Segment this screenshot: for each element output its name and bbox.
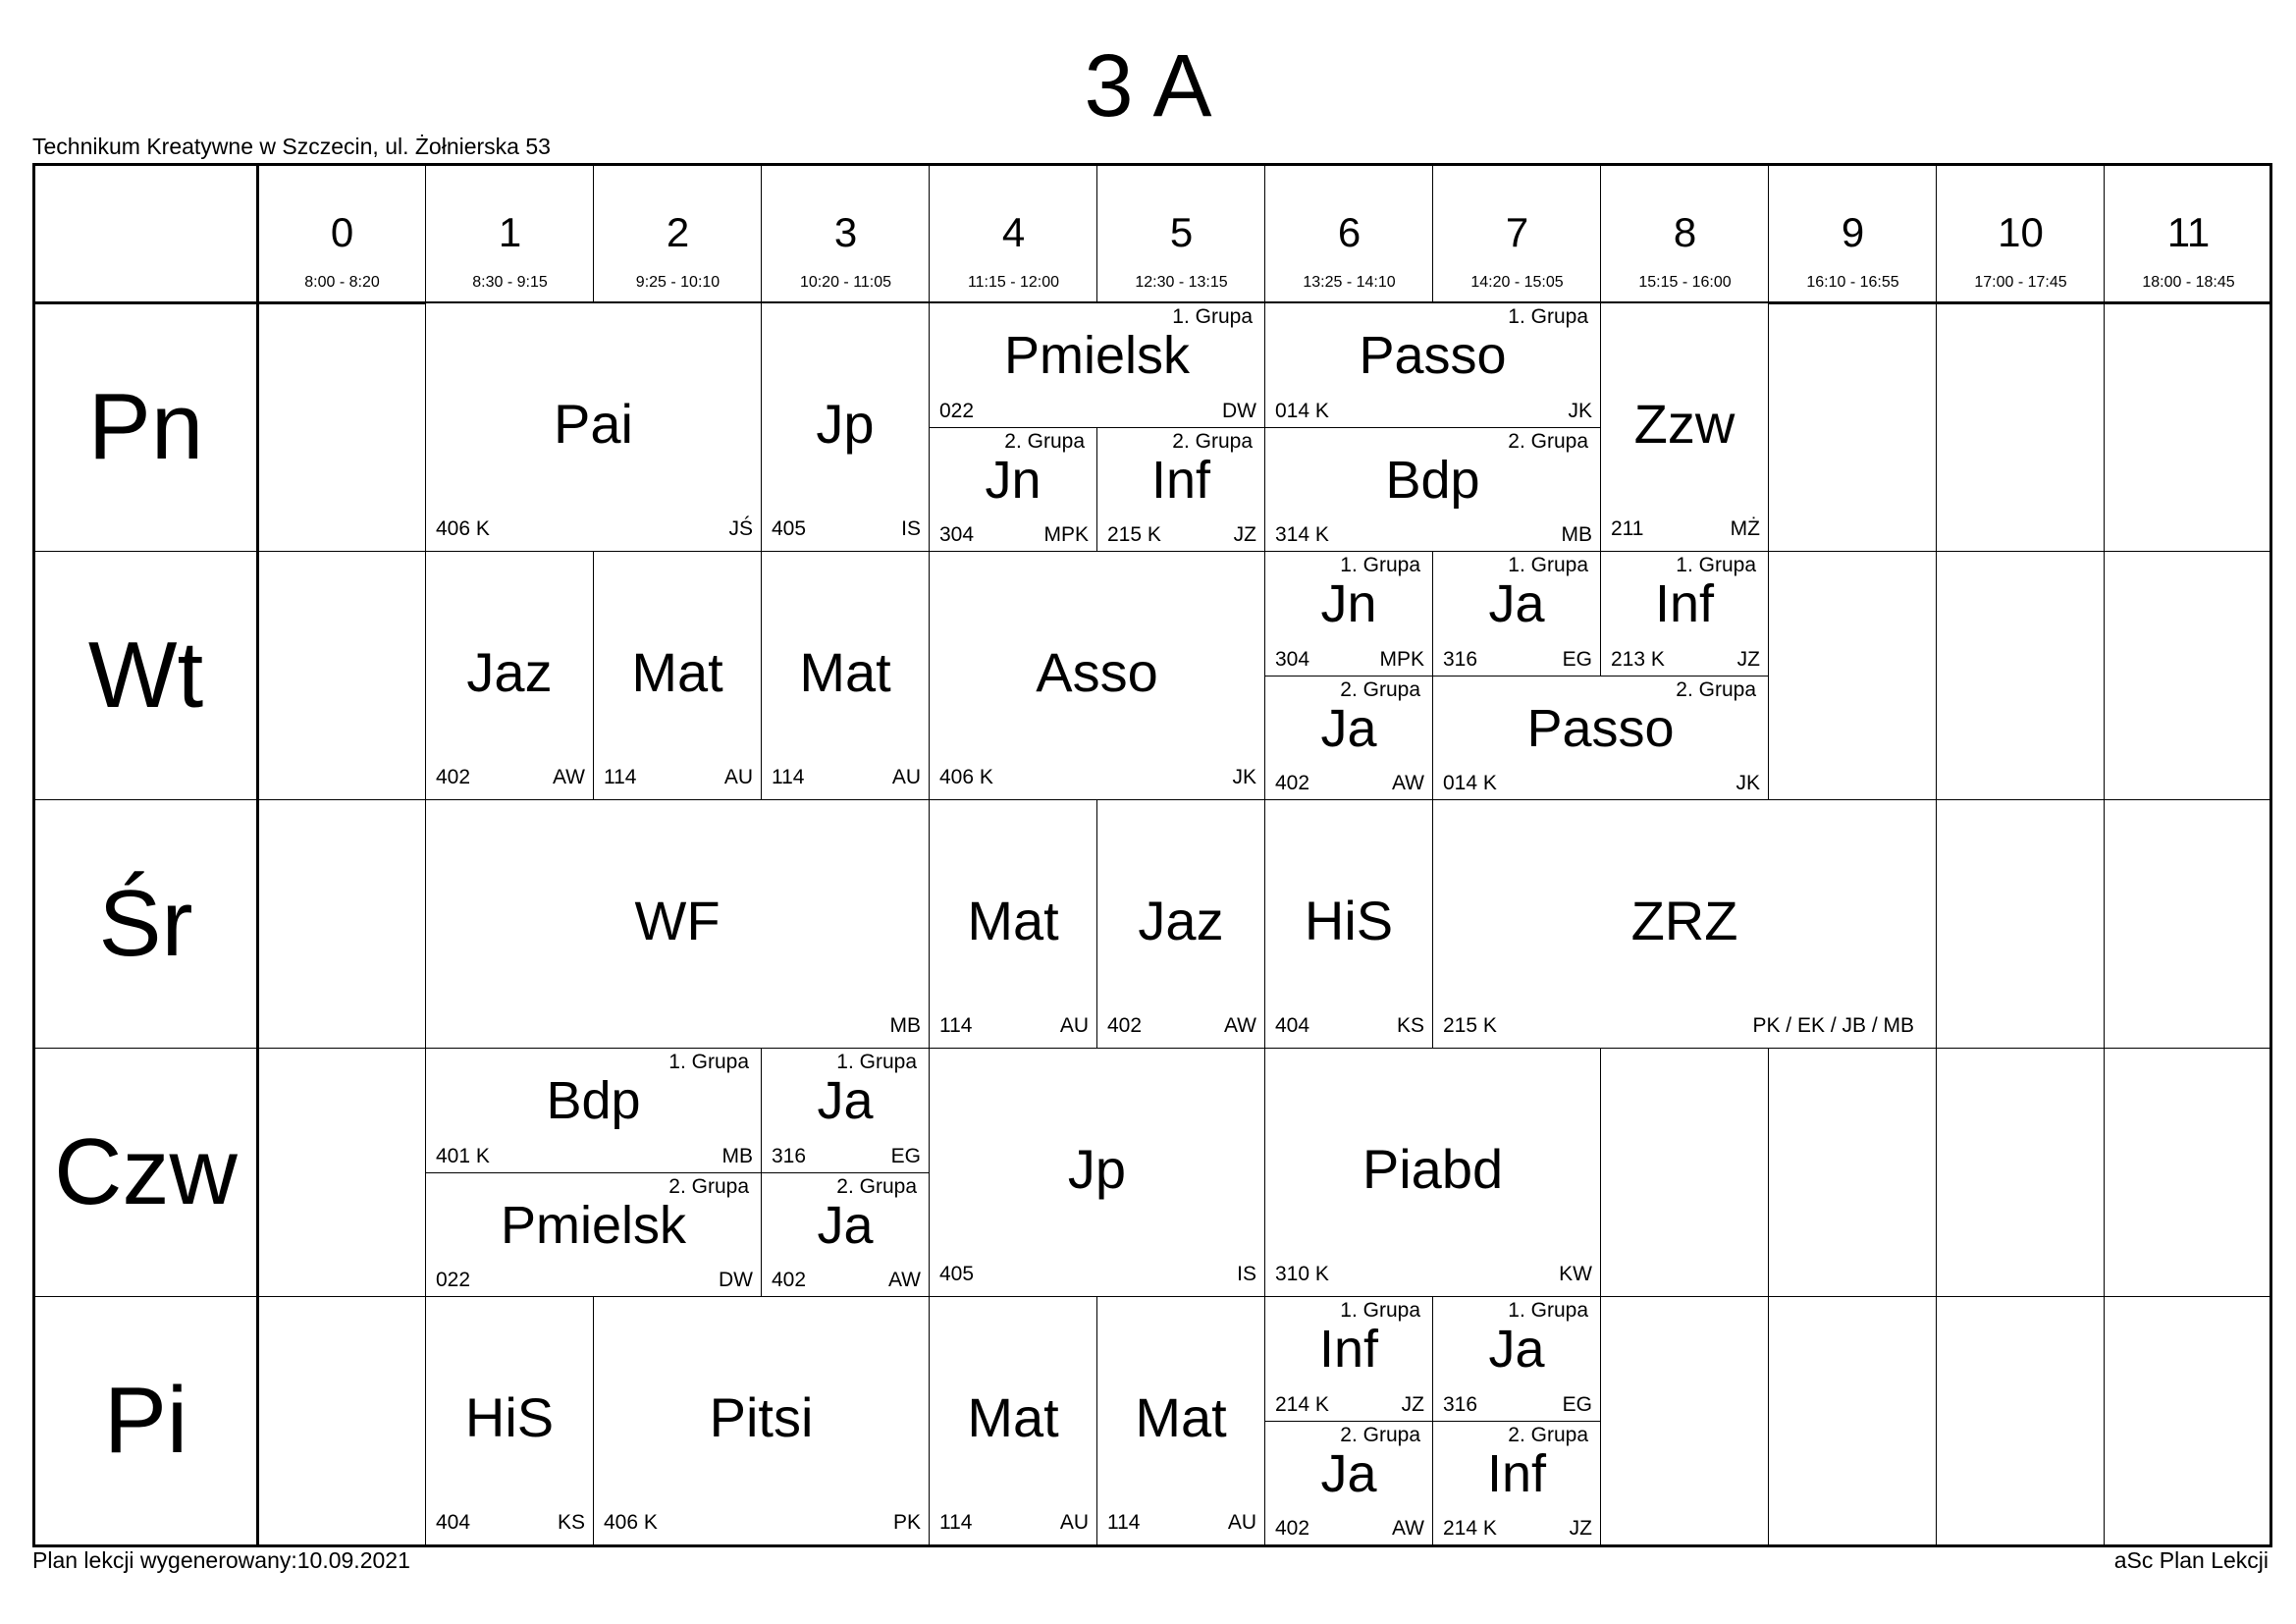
lesson-teacher: JZ [1569,1517,1592,1540]
lesson-subject: Inf [1150,451,1211,510]
lesson-cell [1432,1296,1601,1422]
period-number: 6 [1337,209,1362,255]
lesson-subject: Passo [1359,326,1507,385]
lesson-room: 404 [436,1511,471,1534]
lesson-subject: Jp [816,393,875,455]
lesson-room: 310 K [1275,1263,1329,1285]
lesson-group: 2. Grupa [836,1175,917,1198]
lesson-subject: Mat [1135,1386,1227,1448]
lesson-room: 405 [772,517,807,540]
lesson-teacher: MB [1561,523,1592,546]
lesson-room: 406 K [939,766,993,788]
school-name: Technikum Kreatywne w Szczecin, ul. Żołnierska 53 [32,134,551,159]
lesson-cell [1600,551,1769,677]
lesson-group: 2. Grupa [1004,430,1085,453]
lesson-teacher: AW [1223,1014,1256,1037]
period-number: 11 [2166,209,2211,255]
lesson-cell [929,1296,1097,1545]
period-time: 11:15 - 12:00 [967,274,1060,291]
lesson-subject: Jn [1320,574,1377,633]
lesson-teacher: JK [1568,400,1592,422]
lesson-group: 1. Grupa [1340,554,1420,576]
lesson-cell [761,302,930,552]
lesson-teacher: MPK [1043,523,1089,546]
lesson-teacher: JZ [1401,1393,1424,1416]
lesson-group: 1. Grupa [1172,305,1253,328]
period-time: 14:20 - 15:05 [1470,274,1564,291]
lesson-room: 314 K [1275,523,1329,546]
lesson-teacher: AW [1391,1517,1424,1540]
lesson-subject: HiS [464,1386,555,1448]
lesson-room: 406 K [604,1511,658,1534]
lesson-subject: Inf [1654,574,1715,633]
lesson-cell [761,551,930,800]
generated-date: Plan lekcji wygenerowany:10.09.2021 [32,1547,410,1573]
lesson-teacher: KS [557,1511,585,1534]
lesson-teacher: AU [723,766,753,788]
lesson-teacher: IS [901,517,921,540]
period-number: 10 [1998,209,2044,255]
lesson-cell [1600,302,1769,552]
lesson-subject: Inf [1486,1444,1547,1503]
lesson-group: 1. Grupa [1508,305,1588,328]
lesson-teacher: KS [1396,1014,1424,1037]
lesson-teacher: MŻ [1730,517,1760,540]
lesson-teacher: MB [721,1145,753,1167]
lesson-room: 114 [772,766,805,788]
lesson-teacher: AU [1059,1014,1089,1037]
lesson-cell [929,799,1097,1049]
lesson-subject: Mat [799,641,891,703]
day-label: Pn [87,374,204,479]
lesson-teacher: AU [891,766,921,788]
lesson-room: 405 [939,1263,975,1285]
lesson-room: 014 K [1443,772,1497,794]
lesson-subject: Mat [967,890,1059,951]
lesson-subject: Ja [817,1196,874,1255]
grid-line [2104,166,2105,1544]
lesson-teacher: AW [552,766,585,788]
lesson-room: 014 K [1275,400,1329,422]
period-time: 10:20 - 11:05 [799,274,892,291]
lesson-subject: Jp [1067,1138,1127,1200]
period-time: 13:25 - 14:10 [1303,274,1396,291]
lesson-cell [1264,1048,1601,1297]
lesson-cell [425,1296,594,1545]
lesson-cell [1432,676,1769,800]
lesson-room: 114 [1107,1511,1141,1534]
lesson-subject: Pmielsk [1003,326,1191,385]
lesson-cell [425,551,594,800]
period-number: 3 [833,209,858,255]
lesson-cell [425,799,930,1049]
lesson-teacher: EG [890,1145,921,1167]
app-credit: aSc Plan Lekcji [2113,1547,2269,1573]
lesson-cell [425,1172,762,1297]
lesson-subject: Asso [1036,641,1158,703]
period-time: 17:00 - 17:45 [1974,274,2067,291]
lesson-teacher: JZ [1233,523,1256,546]
day-label: Czw [54,1119,238,1224]
lesson-room: 316 [1443,648,1478,671]
timetable-grid [32,163,2272,1547]
period-number: 8 [1673,209,1697,255]
lesson-teacher: AU [1227,1511,1256,1534]
lesson-room: 211 [1611,517,1644,540]
lesson-group: 1. Grupa [1508,554,1588,576]
lesson-group: 1. Grupa [836,1051,917,1073]
lesson-cell [593,1296,930,1545]
period-time: 16:10 - 16:55 [1806,274,1899,291]
lesson-room: 316 [772,1145,807,1167]
lesson-subject: Ja [1488,574,1545,633]
lesson-subject: Jn [985,451,1041,510]
lesson-subject: Ja [817,1071,874,1130]
lesson-room: 406 K [436,517,490,540]
lesson-group: 1. Grupa [1508,1299,1588,1322]
lesson-subject: Bdp [1385,451,1480,510]
lesson-group: 2. Grupa [1508,430,1588,453]
lesson-cell [1096,427,1265,552]
day-label: Śr [98,871,193,976]
lesson-cell [1264,799,1433,1049]
lesson-subject: WF [634,890,721,951]
lesson-group: 2. Grupa [1340,1424,1420,1446]
lesson-teacher: JŚ [728,517,753,540]
lesson-room: 114 [939,1511,973,1534]
lesson-cell [1264,1296,1433,1422]
lesson-subject: Ja [1320,699,1377,758]
lesson-group: 2. Grupa [1508,1424,1588,1446]
lesson-teacher: DW [719,1269,753,1291]
lesson-subject: Pitsi [709,1386,814,1448]
lesson-teacher: IS [1237,1263,1256,1285]
lesson-cell [1096,1296,1265,1545]
lesson-cell [425,302,762,552]
lesson-room: 213 K [1611,648,1665,671]
lesson-subject: Mat [631,641,723,703]
lesson-teacher: AW [1391,772,1424,794]
lesson-cell [425,1048,762,1173]
lesson-group: 2. Grupa [1676,678,1756,701]
lesson-teacher: JK [1232,766,1256,788]
lesson-cell [1264,302,1601,428]
lesson-cell [929,1048,1265,1297]
lesson-teacher: EG [1562,1393,1592,1416]
lesson-group: 1. Grupa [668,1051,749,1073]
lesson-subject: Pai [554,393,633,455]
lesson-room: 402 [1275,1517,1310,1540]
lesson-room: 316 [1443,1393,1478,1416]
lesson-subject: Jaz [466,641,553,703]
period-time: 9:25 - 10:10 [635,274,721,291]
lesson-cell [1264,1421,1433,1545]
lesson-cell [1264,551,1433,677]
day-label: Wt [87,623,204,728]
lesson-subject: ZRZ [1630,890,1738,951]
lesson-subject: Ja [1488,1320,1545,1379]
lesson-teacher: DW [1222,400,1256,422]
lesson-subject: HiS [1304,890,1394,951]
period-number: 7 [1505,209,1529,255]
lesson-cell [761,1172,930,1297]
lesson-cell [929,427,1097,552]
period-number: 1 [498,209,522,255]
lesson-cell [1264,676,1433,800]
lesson-room: 114 [604,766,637,788]
lesson-cell [761,1048,930,1173]
period-number: 9 [1841,209,1865,255]
lesson-cell [1432,1421,1601,1545]
lesson-room: 214 K [1275,1393,1329,1416]
period-number: 2 [666,209,690,255]
lesson-cell [1096,799,1265,1049]
lesson-subject: Ja [1320,1444,1377,1503]
lesson-subject: Passo [1526,699,1675,758]
lesson-room: 402 [436,766,471,788]
lesson-teacher: PK / EK / JB / MB [1752,1014,1914,1037]
lesson-group: 2. Grupa [668,1175,749,1198]
lesson-subject: Mat [967,1386,1059,1448]
lesson-group: 1. Grupa [1340,1299,1420,1322]
period-number: 0 [330,209,354,255]
lesson-room: 022 [939,400,975,422]
lesson-teacher: JK [1735,772,1760,794]
lesson-teacher: JZ [1736,648,1760,671]
period-time: 12:30 - 13:15 [1135,274,1228,291]
period-time: 15:15 - 16:00 [1638,274,1732,291]
lesson-subject: Bdp [546,1071,641,1130]
lesson-cell [593,551,762,800]
page-title: 3 A [1084,37,1212,135]
lesson-teacher: MPK [1379,648,1424,671]
period-number: 4 [1001,209,1026,255]
period-time: 8:00 - 8:20 [304,274,380,291]
lesson-room: 114 [939,1014,973,1037]
lesson-subject: Jaz [1138,890,1224,951]
lesson-teacher: EG [1562,648,1592,671]
period-time: 8:30 - 9:15 [472,274,548,291]
lesson-room: 402 [772,1269,807,1291]
lesson-cell [929,302,1265,428]
lesson-room: 214 K [1443,1517,1497,1540]
lesson-teacher: PK [892,1511,921,1534]
lesson-room: 402 [1275,772,1310,794]
lesson-room: 215 K [1443,1014,1497,1037]
day-label: Pi [103,1368,188,1473]
lesson-teacher: MB [889,1014,921,1037]
lesson-room: 304 [1275,648,1310,671]
lesson-room: 401 K [436,1145,490,1167]
lesson-group: 2. Grupa [1340,678,1420,701]
lesson-cell [1264,427,1601,552]
lesson-subject: Pmielsk [500,1196,687,1255]
lesson-subject: Inf [1318,1320,1379,1379]
lesson-room: 304 [939,523,975,546]
lesson-room: 215 K [1107,523,1161,546]
lesson-subject: Zzw [1633,393,1735,455]
lesson-group: 1. Grupa [1676,554,1756,576]
lesson-cell [1432,799,1937,1049]
period-time: 18:00 - 18:45 [2142,274,2235,291]
grid-line [256,166,259,1544]
lesson-group: 2. Grupa [1172,430,1253,453]
lesson-room: 402 [1107,1014,1143,1037]
lesson-room: 022 [436,1269,471,1291]
lesson-teacher: AW [887,1269,921,1291]
lesson-teacher: KW [1559,1263,1592,1285]
lesson-subject: Piabd [1362,1138,1504,1200]
lesson-cell [929,551,1265,800]
period-number: 5 [1169,209,1194,255]
lesson-room: 404 [1275,1014,1310,1037]
lesson-cell [1432,551,1601,677]
lesson-teacher: AU [1059,1511,1089,1534]
